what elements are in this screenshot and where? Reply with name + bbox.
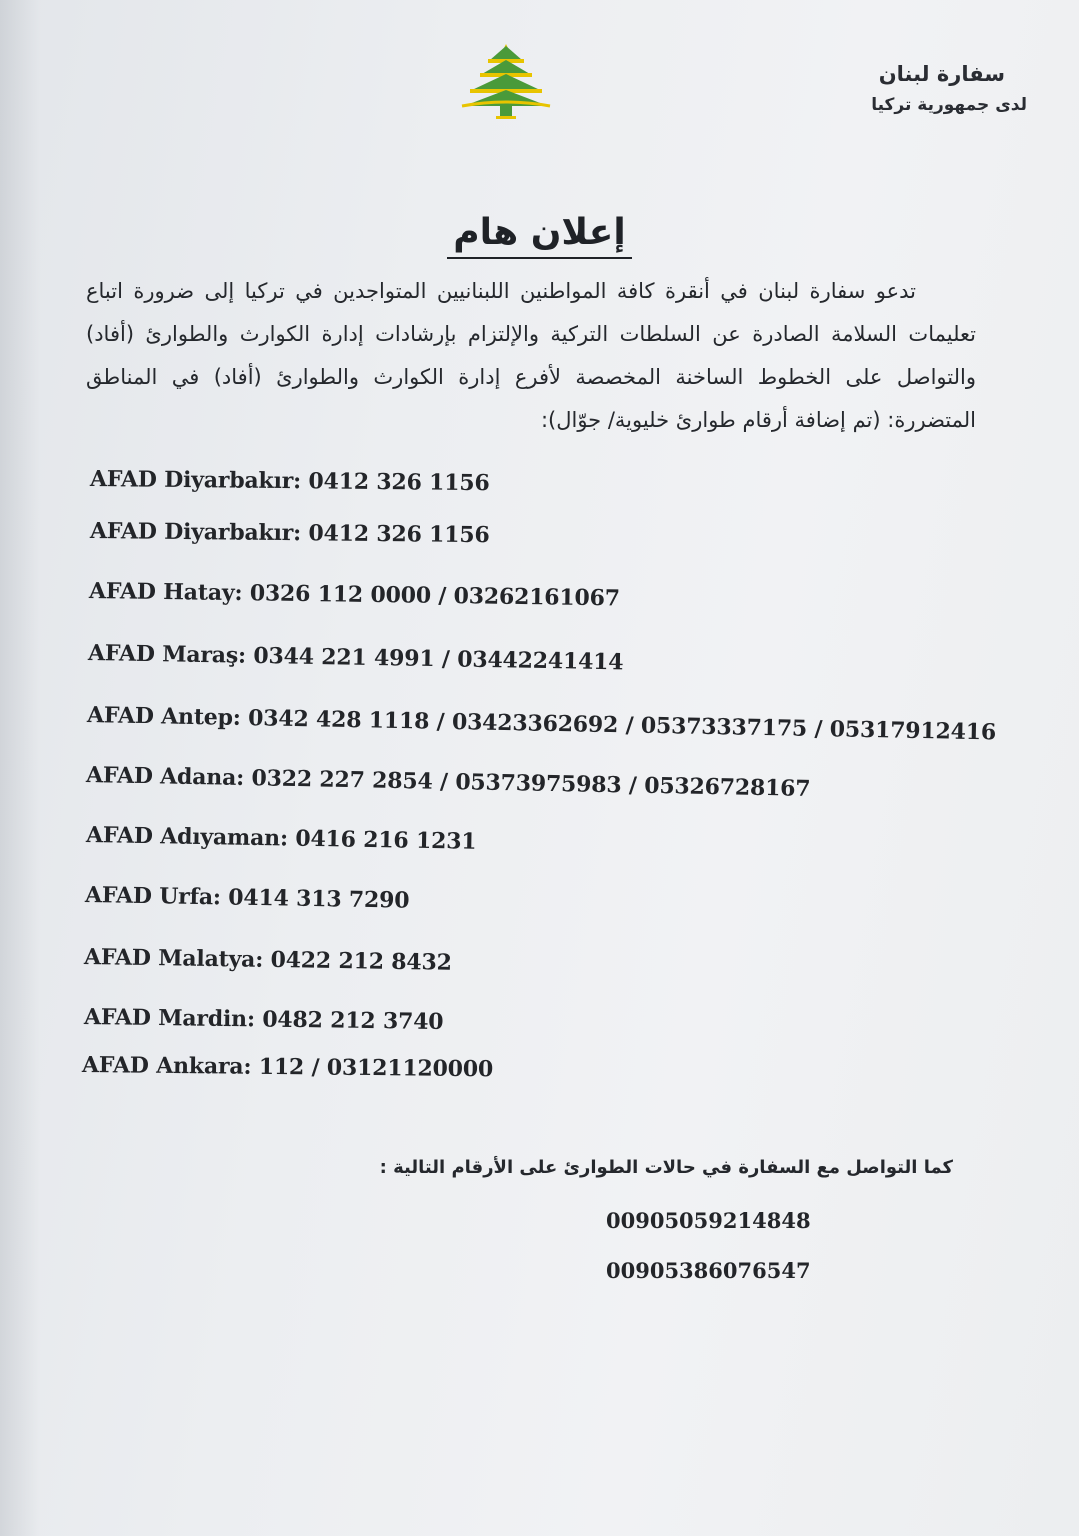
closing-text: كما التواصل مع السفارة في حالات الطوارئ على الأرقام التالية : <box>379 1157 953 1178</box>
embassy-name: سفارة لبنان <box>878 62 1005 86</box>
afad-hotline-line: AFAD Diyarbakır: 0412 326 1156 <box>89 518 490 549</box>
intro-paragraph: تدعو سفارة لبنان في أنقرة كافة المواطنين اللبنانيين المتواجدين في تركيا إلى ضرورة اتباع تعليمات السلامة الصادرة عن السلطات التركية والإلتزام بإرشادات إدارة الكوارث والطوارئ (أفاد) والتواصل على الخطوط الساخنة المخصصة لأفرع إدارة الكوارث والطوارئ (أفاد) في المناطق المتضررة: (تم إضافة أرقام طوارئ خليوية/ جوّال): <box>86 279 976 432</box>
afad-hotline-line: AFAD Adıyaman: 0416 216 1231 <box>85 822 477 855</box>
afad-hotline-line: AFAD Mardin: 0482 212 3740 <box>83 1004 444 1036</box>
embassy-header <box>871 58 1027 120</box>
embassy-phone-number: 00905059214848 <box>606 1208 811 1233</box>
embassy-location: لدى جمهورية تركيا <box>871 95 1027 115</box>
afad-hotline-line: AFAD Urfa: 0414 313 7290 <box>84 882 410 914</box>
announcement-title-block <box>0 212 1079 253</box>
embassy-phone-number: 00905386076547 <box>606 1258 811 1283</box>
announcement-title: إعلان هام <box>447 212 631 259</box>
afad-hotline-line: AFAD Adana: 0322 227 2854 / 05373975983 / 05326728167 <box>85 762 811 802</box>
afad-hotline-line: AFAD Antep: 0342 428 1118 / 03423362692 / 05373337175 / 05317912416 <box>86 702 997 746</box>
afad-hotline-line: AFAD Diyarbakır: 0412 326 1156 <box>89 466 490 497</box>
afad-hotline-line: AFAD Maraş: 0344 221 4991 / 03442241414 <box>87 640 624 676</box>
afad-hotline-line: AFAD Ankara: 112 / 03121120000 <box>81 1052 494 1083</box>
afad-hotline-line: AFAD Hatay: 0326 112 0000 / 03262161067 <box>88 578 621 612</box>
lebanese-cedar-emblem-icon <box>458 40 554 122</box>
afad-hotline-line: AFAD Malatya: 0422 212 8432 <box>83 944 452 976</box>
